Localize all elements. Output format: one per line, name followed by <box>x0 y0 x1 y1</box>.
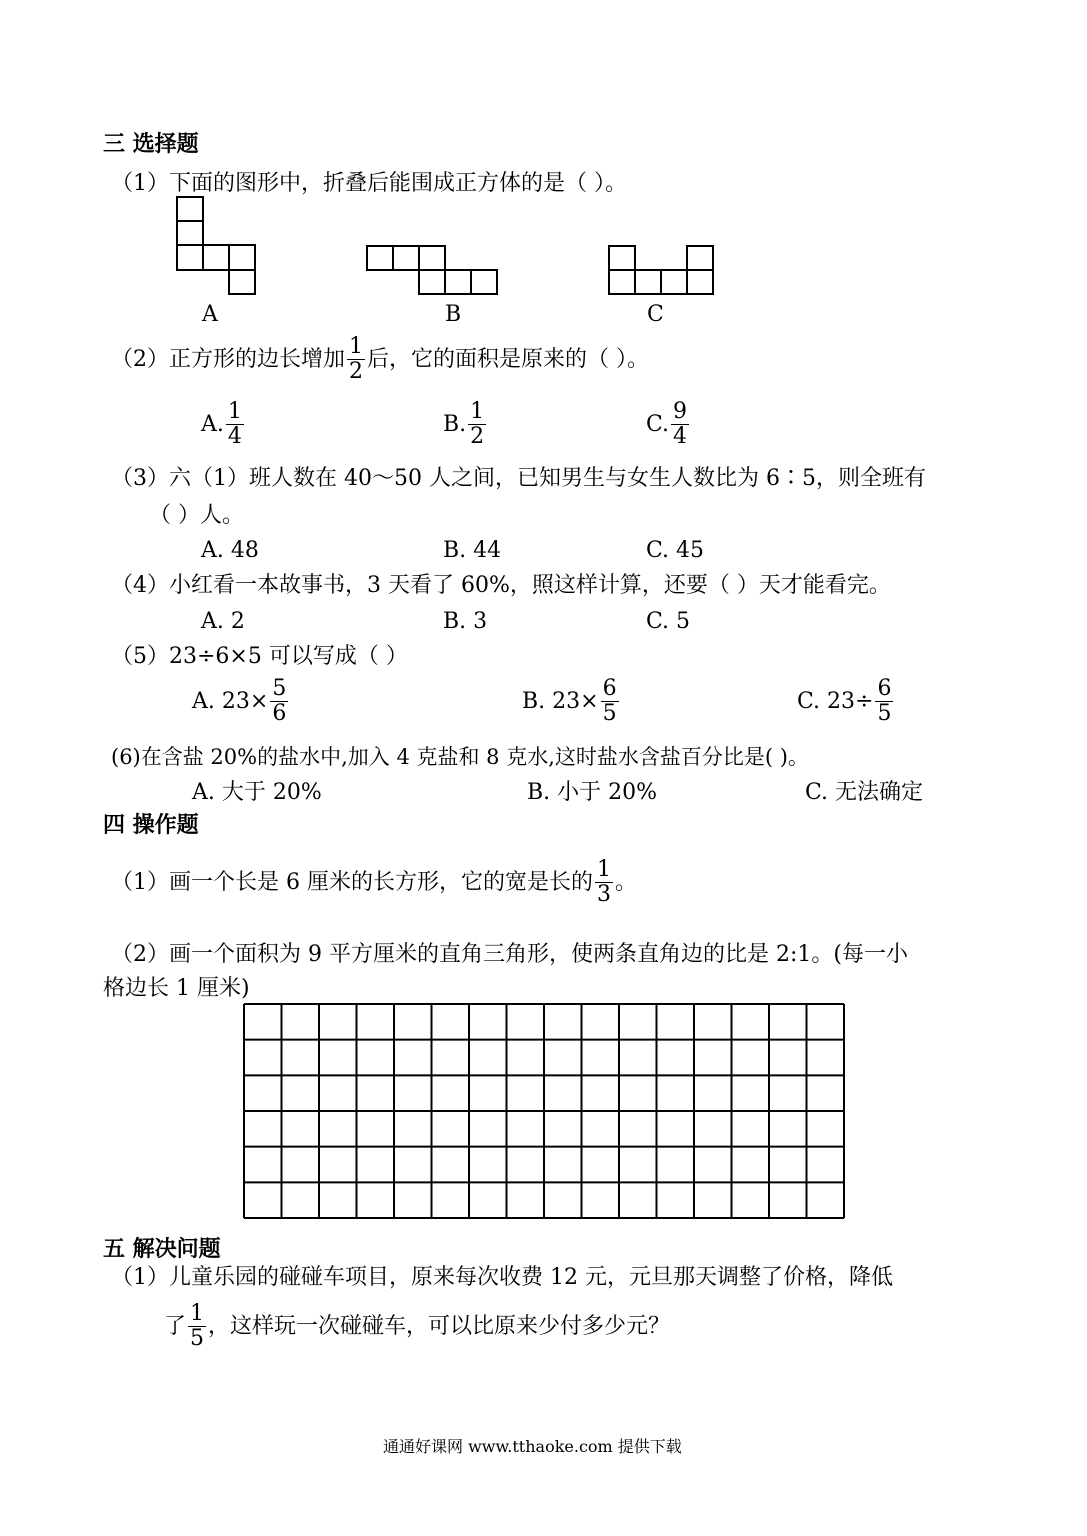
q3-option-b: B. 44 <box>443 538 502 563</box>
net-label-a: A <box>202 302 218 327</box>
net-c <box>609 246 713 294</box>
net-b <box>367 246 497 294</box>
q2-option-fraction <box>671 400 689 449</box>
q5-option-a <box>192 677 290 726</box>
q2-option-label: A. <box>201 411 224 437</box>
section-3-title: 三 选择题 <box>103 131 199 157</box>
drawing-grid <box>243 1003 845 1219</box>
question-5-1-line2 <box>164 1302 670 1351</box>
cube-nets-figure <box>0 0 1087 340</box>
q6-option-c: C. 无法确定 <box>805 780 924 805</box>
q4-option-c: C. 5 <box>646 609 691 634</box>
frac-num: 1 <box>470 399 485 424</box>
question-3-3-line1: （3）六（1）班人数在 40～50 人之间，已知男生与女生人数比为 6∶5，则全班有 <box>111 466 926 491</box>
frac-num: 5 <box>272 676 287 701</box>
q2-frac-num: 1 <box>349 334 363 359</box>
q2-prefix: （2）正方形的边长增加 <box>111 346 345 372</box>
q2-suffix: 后，它的面积是原来的（ ）。 <box>367 346 649 372</box>
q2-option-label: B. <box>443 411 467 437</box>
frac-den: 4 <box>227 424 242 449</box>
q4-1-suffix: 。 <box>614 869 637 895</box>
frac-den: 2 <box>470 424 485 449</box>
q5-1-fraction <box>188 1302 206 1351</box>
q2-option-fraction <box>226 400 244 449</box>
q2-option-fraction <box>468 400 486 449</box>
q2-fraction <box>347 335 365 384</box>
q4-option-a: A. 2 <box>201 609 245 634</box>
q5-option-fraction <box>601 677 619 726</box>
q2-option-b <box>443 400 488 449</box>
q5-option-b <box>522 677 621 726</box>
q4-option-b: B. 3 <box>443 609 488 634</box>
frac-den: 6 <box>272 701 287 726</box>
page-footer: 通通好课网 www.tthaoke.com 提供下载 <box>383 1437 682 1456</box>
q4-1-prefix: （1）画一个长是 6 厘米的长方形，它的宽是长的 <box>111 869 593 895</box>
q5-option-label: A. 23× <box>192 688 269 714</box>
frac-num: 6 <box>602 676 617 701</box>
q5-option-label: C. 23÷ <box>797 688 874 714</box>
q5-option-fraction <box>875 677 893 726</box>
section-4-title: 四 操作题 <box>103 812 199 838</box>
question-4-2-line2: 格边长 1 厘米) <box>103 976 250 1001</box>
net-label-b: B <box>445 302 462 327</box>
question-3-3-line2: （ ）人。 <box>149 503 244 528</box>
question-5-1-line1: （1）儿童乐园的碰碰车项目，原来每次收费 12 元，元旦那天调整了价格，降低 <box>111 1265 893 1290</box>
question-3-1: （1）下面的图形中，折叠后能围成正方体的是（ ）。 <box>111 171 627 196</box>
frac-num: 9 <box>673 399 688 424</box>
q5-option-label: B. 23× <box>522 688 599 714</box>
question-3-2 <box>111 335 649 384</box>
section-5-title: 五 解决问题 <box>103 1236 221 1262</box>
q5-option-c <box>797 677 895 726</box>
frac-num: 1 <box>596 857 611 882</box>
q5-1-prefix: 了 <box>164 1313 187 1339</box>
question-3-5: （5）23÷6×5 可以写成（ ） <box>111 644 408 669</box>
q4-1-fraction <box>595 858 613 907</box>
frac-num: 1 <box>227 399 242 424</box>
frac-den: 5 <box>602 701 617 726</box>
q2-option-a <box>201 400 246 449</box>
q2-option-c <box>646 400 691 449</box>
q3-option-c: C. 45 <box>646 538 705 563</box>
q5-1-suffix: ，这样玩一次碰碰车，可以比原来少付多少元？ <box>208 1313 671 1339</box>
q3-option-a: A. 48 <box>201 538 259 563</box>
question-4-1 <box>111 858 637 907</box>
frac-num: 1 <box>190 1301 205 1326</box>
frac-den: 3 <box>596 882 611 907</box>
q2-frac-den: 2 <box>349 359 363 384</box>
question-3-4: （4）小红看一本故事书，3 天看了 60%，照这样计算，还要（ ）天才能看完。 <box>111 573 891 598</box>
q5-option-fraction <box>270 677 288 726</box>
q2-option-label: C. <box>646 411 670 437</box>
question-4-2-line1: （2）画一个面积为 9 平方厘米的直角三角形，使两条直角边的比是 2:1。(每一小 <box>111 942 908 967</box>
question-3-6: (6)在含盐 20%的盐水中,加入 4 克盐和 8 克水,这时盐水含盐百分比是( )。 <box>111 745 809 769</box>
frac-num: 6 <box>877 676 892 701</box>
frac-den: 5 <box>190 1326 205 1351</box>
q6-option-a: A. 大于 20% <box>192 780 322 805</box>
frac-den: 5 <box>877 701 892 726</box>
net-label-c: C <box>647 302 664 327</box>
q6-option-b: B. 小于 20% <box>527 780 658 805</box>
net-a <box>177 197 255 294</box>
frac-den: 4 <box>673 424 688 449</box>
